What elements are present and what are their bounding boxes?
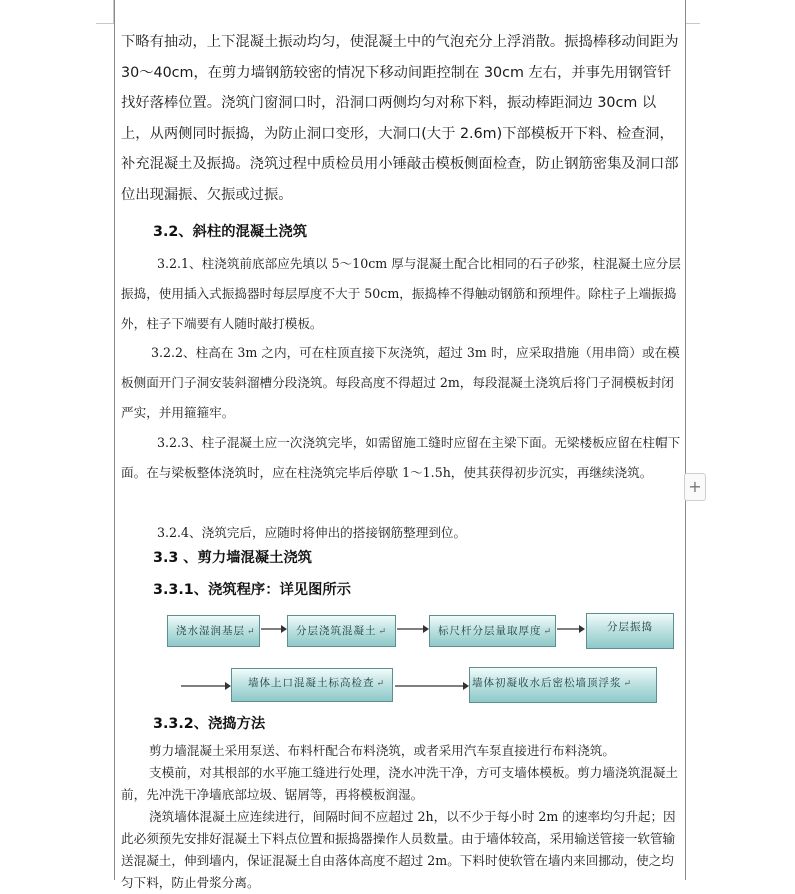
flow-step-label: 墙体初凝收水后密松墙顶浮浆 — [472, 677, 622, 689]
flow-arrow — [395, 680, 469, 692]
flow-arrow — [397, 623, 429, 635]
add-content-button[interactable]: + — [684, 473, 706, 501]
flow-step-label: 墙体上口混凝土标高检查 — [248, 677, 375, 689]
flow-step-wet-base: 浇水湿润基层 ↵ — [167, 615, 260, 647]
flow-arrow — [181, 680, 231, 692]
section-3-2-3-paragraph: 3.2.3、柱子混凝土应一次浇筑完毕，如需留施工缝时应留在主梁下面。无梁楼板应留在柱帽下面。在与梁板整体浇筑时，应在柱浇筑完毕后停歇 1～1.5h，使其获得初步沉实，再继续浇筑。 — [121, 435, 681, 480]
section-3-3-heading: 3.3 、剪力墙混凝土浇筑 — [153, 550, 312, 566]
flow-step-remove-laitance: 墙体初凝收水后密松墙顶浮浆 ↵ — [469, 667, 657, 703]
flow-step-layered-vibration — [586, 613, 674, 649]
flow-step-label: 分层浇筑混凝土 — [296, 625, 377, 637]
flow-step-layered-pour: 分层浇筑混凝土 ↵ — [287, 615, 396, 647]
section-3-2-4-paragraph: 3.2.4、浇筑完后，应随时将伸出的搭接钢筋整理到位。 — [157, 525, 467, 540]
flow-arrow — [261, 623, 287, 635]
flow-step-label: 浇水湿润基层 — [176, 625, 245, 637]
flow-arrow — [557, 623, 585, 635]
section-3-2-heading: 3.2、斜柱的混凝土浇筑 — [153, 224, 307, 240]
flow-step-label: 标尺杆分层量取厚度 — [438, 625, 542, 637]
section-3-2-1-paragraph: 3.2.1、柱浇筑前底部应先填以 5～10cm 厚与混凝土配合比相同的石子砂浆，柱混凝土应分层振捣，使用插入式振捣器时每层厚度不大于 50cm，振捣棒不得触动钢筋和预埋件。除柱子上端振捣外，柱子下端要有人随时敲打模板。 — [121, 256, 681, 331]
margin-guide-top — [96, 23, 114, 24]
pour-method-paragraph-2: 支模前，对其根部的水平施工缝进行处理，浇水冲洗干净，方可支墙体模板。剪力墙浇筑混凝土前，先冲洗干净墙底部垃圾、锯屑等，再将模板润湿。 — [121, 765, 678, 802]
pour-method-paragraph-3: 浇筑墙体混凝土应连续进行，间隔时间不应超过 2h，以不少于每小时 2m 的速率均匀升起；因此必须预先安排好混凝土下料点位置和振捣器操作人员数量。由于墙体较高，采用输送管接一软管输送混凝土，伸到墙内，保证混凝土自由落体高度不超过 2m。下料时使软管在墙内来回挪动，使之均匀下料，防止骨浆分离。 — [121, 809, 676, 890]
section-3-2-2-paragraph: 3.2.2、柱高在 3m 之内，可在柱顶直接下灰浇筑，超过 3m 时，应采取措施（用串筒）或在模板侧面开门子洞安装斜溜槽分段浇筑。每段高度不得超过 2m，每段混凝土浇筑后将门子洞模板封闭严实，并用箍箍牢。 — [121, 345, 680, 420]
section-3-3-1-heading: 3.3.1、浇筑程序：详见图所示 — [153, 582, 351, 598]
flow-step-label: 分层振捣 — [607, 621, 653, 633]
flow-step-measure-thickness: 标尺杆分层量取厚度 ↵ — [429, 615, 556, 647]
pour-method-paragraph-1: 剪力墙混凝土采用泵送、布料杆配合布料浇筑，或者采用汽车泵直接进行布料浇筑。 — [149, 743, 615, 758]
document-page — [114, 0, 686, 890]
margin-guide-top-right — [684, 23, 700, 24]
section-3-3-2-heading: 3.3.2、浇捣方法 — [153, 716, 266, 732]
section-3-1-tail-paragraph: 下略有抽动，上下混凝土振动均匀，使混凝土中的气泡充分上浮消散。振捣棒移动间距为 30～40cm，在剪力墙钢筋较密的情况下移动间距控制在 30cm 左右，并事先用钢管钎找好落棒位置。浇筑门窗洞口时，沿洞口两侧均匀对称下料，振动棒距洞边 30cm 以上，从两侧同时振捣，为防止洞口变形，大洞口(大于 2.6m)下部模板开下料、检查洞，补充混凝土及振捣。浇筑过程中质检员用小锤敲击模板侧面检查，防止钢筋密集及洞口部位出现漏振、欠振或过振。 — [121, 34, 679, 203]
flow-step-top-elevation-check: 墙体上口混凝土标高检查 ↵ — [231, 668, 393, 702]
